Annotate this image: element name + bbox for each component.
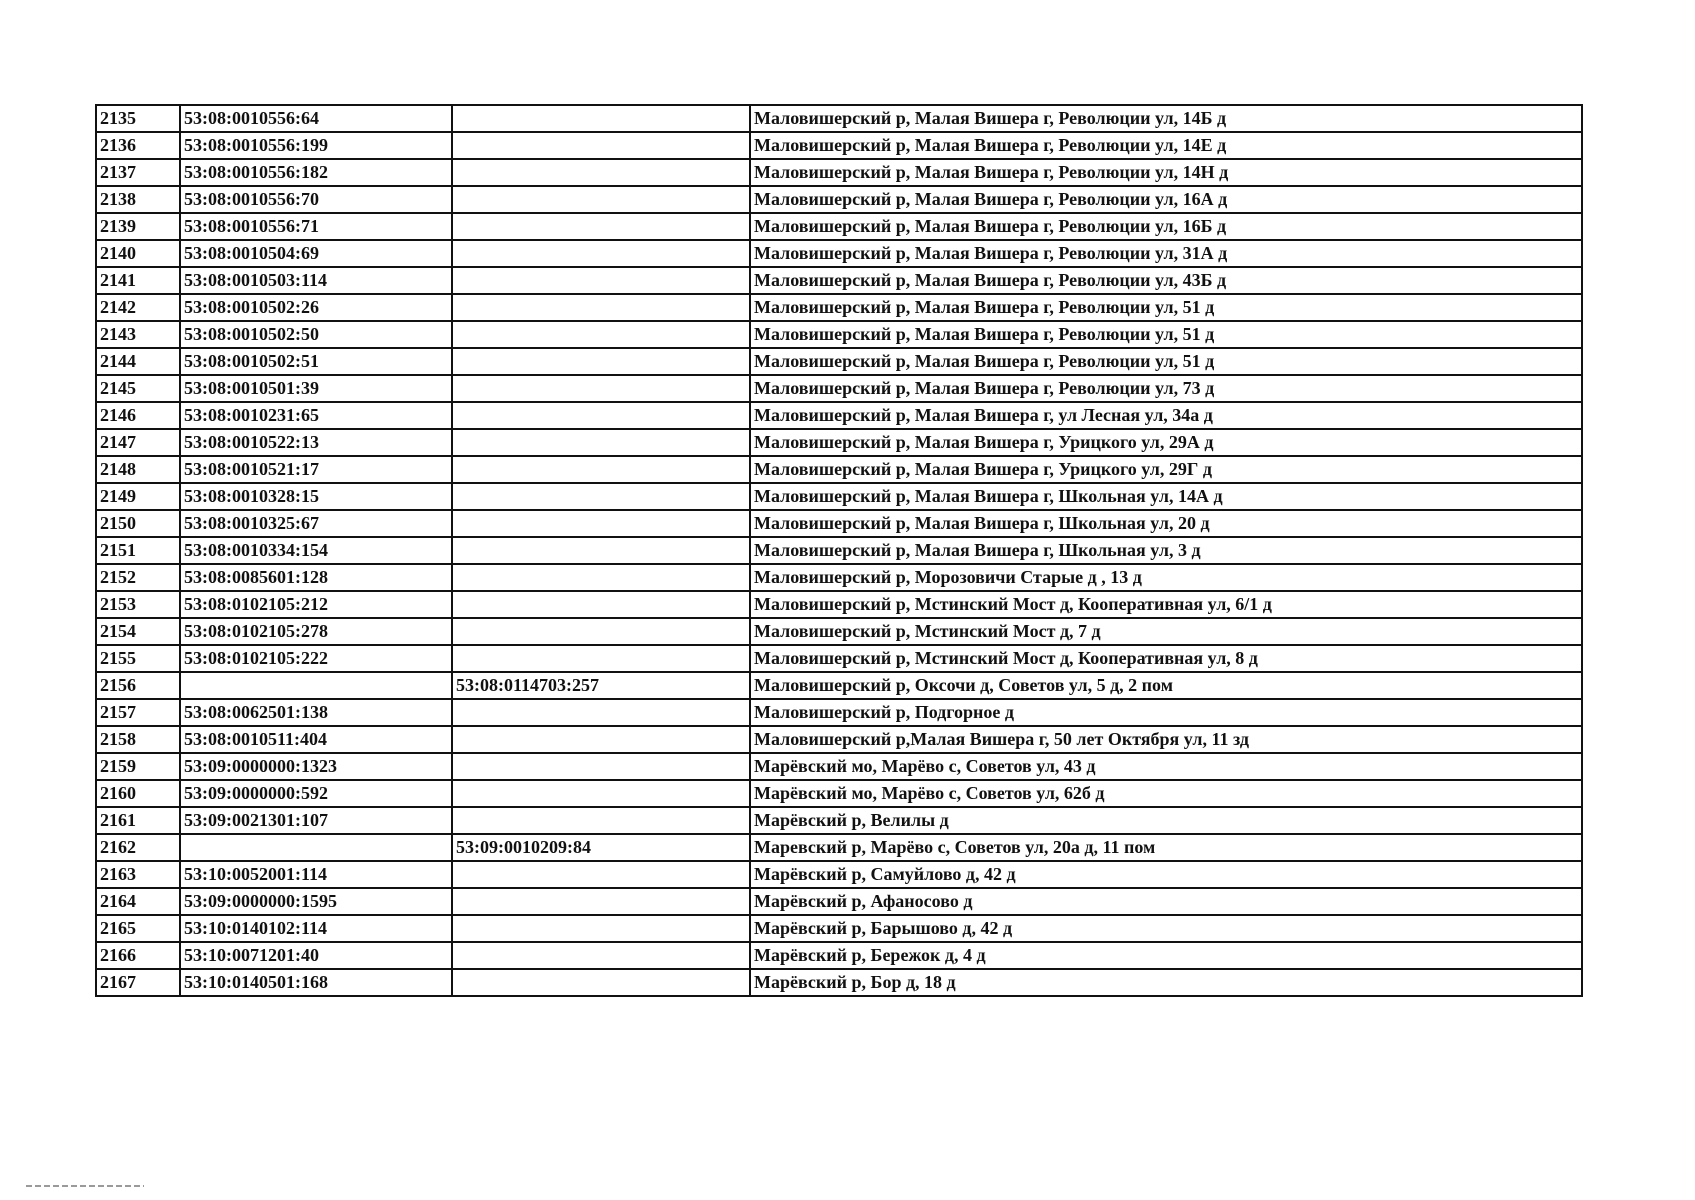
- address-cell: Маловишерский р, Малая Вишера г, Революции ул, 16А д: [750, 186, 1582, 213]
- related-cadastral-number-cell: [452, 564, 750, 591]
- address-cell: Маловишерский р, Малая Вишера г, Революции ул, 43Б д: [750, 267, 1582, 294]
- cadastral-number-cell: 53:08:0010556:64: [180, 105, 452, 132]
- row-number-cell: 2141: [96, 267, 180, 294]
- address-cell: Маловишерский р, Малая Вишера г, Революции ул, 51 д: [750, 294, 1582, 321]
- address-cell: Маловишерский р, Малая Вишера г, Школьная ул, 14А д: [750, 483, 1582, 510]
- cadastral-number-cell: 53:08:0010556:199: [180, 132, 452, 159]
- related-cadastral-number-cell: [452, 105, 750, 132]
- address-cell: Марёвский мо, Марёво с, Советов ул, 62б д: [750, 780, 1582, 807]
- table-row: [96, 888, 1582, 915]
- table-row: [96, 699, 1582, 726]
- related-cadastral-number-cell: [452, 267, 750, 294]
- cadastral-number-cell: 53:08:0102105:278: [180, 618, 452, 645]
- table-row: [96, 267, 1582, 294]
- related-cadastral-number-cell: [452, 483, 750, 510]
- row-number-cell: 2136: [96, 132, 180, 159]
- table-row: [96, 429, 1582, 456]
- address-cell: Маловишерский р, Мстинский Мост д, Кооперативная ул, 8 д: [750, 645, 1582, 672]
- cadastral-number-cell: 53:08:0010503:114: [180, 267, 452, 294]
- row-number-cell: 2152: [96, 564, 180, 591]
- table-row: [96, 618, 1582, 645]
- address-cell: Маловишерский р, Малая Вишера г, Революции ул, 14Н д: [750, 159, 1582, 186]
- row-number-cell: 2139: [96, 213, 180, 240]
- related-cadastral-number-cell: [452, 186, 750, 213]
- cadastral-number-cell: 53:08:0102105:212: [180, 591, 452, 618]
- related-cadastral-number-cell: [452, 591, 750, 618]
- table-row: [96, 213, 1582, 240]
- table-row: [96, 132, 1582, 159]
- table-row: [96, 753, 1582, 780]
- row-number-cell: 2154: [96, 618, 180, 645]
- related-cadastral-number-cell: 53:08:0114703:257: [452, 672, 750, 699]
- related-cadastral-number-cell: [452, 753, 750, 780]
- address-cell: Маловишерский р, Малая Вишера г, Урицкого ул, 29Г д: [750, 456, 1582, 483]
- address-cell: Марёвский р, Самуйлово д, 42 д: [750, 861, 1582, 888]
- table-row: [96, 375, 1582, 402]
- row-number-cell: 2146: [96, 402, 180, 429]
- row-number-cell: 2138: [96, 186, 180, 213]
- address-cell: Маловишерский р, Малая Вишера г, Урицкого ул, 29А д: [750, 429, 1582, 456]
- table-row: [96, 861, 1582, 888]
- row-number-cell: 2147: [96, 429, 180, 456]
- related-cadastral-number-cell: [452, 807, 750, 834]
- address-cell: Маловишерский р, Малая Вишера г, Революции ул, 31А д: [750, 240, 1582, 267]
- address-cell: Марёвский р, Афаносово д: [750, 888, 1582, 915]
- row-number-cell: 2158: [96, 726, 180, 753]
- cadastral-number-cell: 53:10:0140102:114: [180, 915, 452, 942]
- address-cell: Марёвский р, Бережок д, 4 д: [750, 942, 1582, 969]
- row-number-cell: 2153: [96, 591, 180, 618]
- address-cell: Маловишерский р, Малая Вишера г, ул Лесная ул, 34а д: [750, 402, 1582, 429]
- row-number-cell: 2144: [96, 348, 180, 375]
- row-number-cell: 2143: [96, 321, 180, 348]
- table-row: [96, 483, 1582, 510]
- address-cell: Маловишерский р, Мстинский Мост д, 7 д: [750, 618, 1582, 645]
- cadastral-number-cell: 53:08:0010522:13: [180, 429, 452, 456]
- table-row: [96, 564, 1582, 591]
- related-cadastral-number-cell: [452, 456, 750, 483]
- cadastral-number-cell: 53:08:0085601:128: [180, 564, 452, 591]
- cadastral-number-cell: 53:08:0010325:67: [180, 510, 452, 537]
- address-cell: Маловишерский р, Малая Вишера г, Революции ул, 14Е д: [750, 132, 1582, 159]
- related-cadastral-number-cell: 53:09:0010209:84: [452, 834, 750, 861]
- row-number-cell: 2162: [96, 834, 180, 861]
- related-cadastral-number-cell: [452, 294, 750, 321]
- address-cell: Марёвский р, Барышово д, 42 д: [750, 915, 1582, 942]
- cadastral-number-cell: 53:08:0102105:222: [180, 645, 452, 672]
- cadastral-number-cell: 53:08:0010502:26: [180, 294, 452, 321]
- related-cadastral-number-cell: [452, 240, 750, 267]
- row-number-cell: 2160: [96, 780, 180, 807]
- address-cell: Маловишерский р, Малая Вишера г, Школьная ул, 3 д: [750, 537, 1582, 564]
- row-number-cell: 2156: [96, 672, 180, 699]
- address-cell: Маловишерский р, Малая Вишера г, Революции ул, 16Б д: [750, 213, 1582, 240]
- address-cell: Маловишерский р, Малая Вишера г, Революции ул, 73 д: [750, 375, 1582, 402]
- cadastral-number-cell: 53:08:0010556:71: [180, 213, 452, 240]
- table-row: [96, 915, 1582, 942]
- related-cadastral-number-cell: [452, 780, 750, 807]
- address-cell: Марёвский р, Велилы д: [750, 807, 1582, 834]
- cadastral-number-cell: 53:10:0140501:168: [180, 969, 452, 996]
- row-number-cell: 2157: [96, 699, 180, 726]
- cadastral-number-cell: 53:08:0010521:17: [180, 456, 452, 483]
- row-number-cell: 2142: [96, 294, 180, 321]
- address-cell: Маловишерский р, Малая Вишера г, Революции ул, 14Б д: [750, 105, 1582, 132]
- table-row: [96, 294, 1582, 321]
- related-cadastral-number-cell: [452, 375, 750, 402]
- cadastral-number-cell: 53:09:0021301:107: [180, 807, 452, 834]
- cadastral-number-cell: 53:08:0010556:70: [180, 186, 452, 213]
- related-cadastral-number-cell: [452, 861, 750, 888]
- related-cadastral-number-cell: [452, 132, 750, 159]
- address-cell: Маловишерский р, Оксочи д, Советов ул, 5 д, 2 пом: [750, 672, 1582, 699]
- row-number-cell: 2165: [96, 915, 180, 942]
- row-number-cell: 2137: [96, 159, 180, 186]
- cadastral-number-cell: 53:08:0010502:50: [180, 321, 452, 348]
- cadastral-number-cell: [180, 834, 452, 861]
- row-number-cell: 2164: [96, 888, 180, 915]
- table-row: [96, 510, 1582, 537]
- table-row: [96, 834, 1582, 861]
- address-cell: Маловишерский р, Мстинский Мост д, Кооперативная ул, 6/1 д: [750, 591, 1582, 618]
- table-row: [96, 780, 1582, 807]
- table-row: [96, 726, 1582, 753]
- table-row: [96, 969, 1582, 996]
- table-row: [96, 807, 1582, 834]
- cadastral-number-cell: 53:09:0000000:592: [180, 780, 452, 807]
- related-cadastral-number-cell: [452, 348, 750, 375]
- row-number-cell: 2166: [96, 942, 180, 969]
- table-row: [96, 942, 1582, 969]
- cadastral-number-cell: 53:08:0010511:404: [180, 726, 452, 753]
- related-cadastral-number-cell: [452, 213, 750, 240]
- cadastral-number-cell: 53:08:0010501:39: [180, 375, 452, 402]
- row-number-cell: 2151: [96, 537, 180, 564]
- cadastral-number-cell: 53:08:0010502:51: [180, 348, 452, 375]
- related-cadastral-number-cell: [452, 942, 750, 969]
- table-row: [96, 645, 1582, 672]
- table-row: [96, 348, 1582, 375]
- cadastral-number-cell: 53:10:0052001:114: [180, 861, 452, 888]
- cadastral-number-cell: 53:09:0000000:1595: [180, 888, 452, 915]
- address-cell: Маловишерский р, Малая Вишера г, Школьная ул, 20 д: [750, 510, 1582, 537]
- address-cell: Маловишерский р, Малая Вишера г, Революции ул, 51 д: [750, 348, 1582, 375]
- related-cadastral-number-cell: [452, 969, 750, 996]
- cadastral-number-cell: 53:08:0010334:154: [180, 537, 452, 564]
- related-cadastral-number-cell: [452, 915, 750, 942]
- cadastral-number-cell: 53:08:0010556:182: [180, 159, 452, 186]
- table-row: [96, 591, 1582, 618]
- related-cadastral-number-cell: [452, 645, 750, 672]
- row-number-cell: 2149: [96, 483, 180, 510]
- address-cell: Маловишерский р, Морозовичи Старые д , 13 д: [750, 564, 1582, 591]
- related-cadastral-number-cell: [452, 888, 750, 915]
- row-number-cell: 2159: [96, 753, 180, 780]
- cadastral-number-cell: 53:08:0062501:138: [180, 699, 452, 726]
- related-cadastral-number-cell: [452, 321, 750, 348]
- cadastral-number-cell: 53:08:0010231:65: [180, 402, 452, 429]
- address-cell: Маловишерский р, Подгорное д: [750, 699, 1582, 726]
- scan-artifact-line: [26, 1185, 144, 1187]
- related-cadastral-number-cell: [452, 159, 750, 186]
- registry-table-body: [96, 105, 1582, 996]
- cadastral-number-cell: 53:08:0010504:69: [180, 240, 452, 267]
- row-number-cell: 2155: [96, 645, 180, 672]
- table-row: [96, 537, 1582, 564]
- row-number-cell: 2161: [96, 807, 180, 834]
- related-cadastral-number-cell: [452, 510, 750, 537]
- related-cadastral-number-cell: [452, 699, 750, 726]
- cadastral-number-cell: 53:08:0010328:15: [180, 483, 452, 510]
- table-row: [96, 240, 1582, 267]
- address-cell: Маревский р, Марёво с, Советов ул, 20а д, 11 пом: [750, 834, 1582, 861]
- related-cadastral-number-cell: [452, 402, 750, 429]
- cadastral-number-cell: 53:10:0071201:40: [180, 942, 452, 969]
- address-cell: Марёвский мо, Марёво с, Советов ул, 43 д: [750, 753, 1582, 780]
- row-number-cell: 2140: [96, 240, 180, 267]
- related-cadastral-number-cell: [452, 537, 750, 564]
- row-number-cell: 2150: [96, 510, 180, 537]
- table-row: [96, 159, 1582, 186]
- related-cadastral-number-cell: [452, 618, 750, 645]
- row-number-cell: 2135: [96, 105, 180, 132]
- address-cell: Марёвский р, Бор д, 18 д: [750, 969, 1582, 996]
- table-row: [96, 456, 1582, 483]
- row-number-cell: 2163: [96, 861, 180, 888]
- address-cell: Маловишерский р,Малая Вишера г, 50 лет Октября ул, 11 зд: [750, 726, 1582, 753]
- related-cadastral-number-cell: [452, 429, 750, 456]
- related-cadastral-number-cell: [452, 726, 750, 753]
- row-number-cell: 2148: [96, 456, 180, 483]
- table-row: [96, 402, 1582, 429]
- row-number-cell: 2167: [96, 969, 180, 996]
- cadastral-number-cell: 53:09:0000000:1323: [180, 753, 452, 780]
- table-row: [96, 672, 1582, 699]
- cadastral-number-cell: [180, 672, 452, 699]
- table-row: [96, 321, 1582, 348]
- property-registry-table: [95, 104, 1583, 997]
- address-cell: Маловишерский р, Малая Вишера г, Революции ул, 51 д: [750, 321, 1582, 348]
- table-row: [96, 186, 1582, 213]
- row-number-cell: 2145: [96, 375, 180, 402]
- table-row: [96, 105, 1582, 132]
